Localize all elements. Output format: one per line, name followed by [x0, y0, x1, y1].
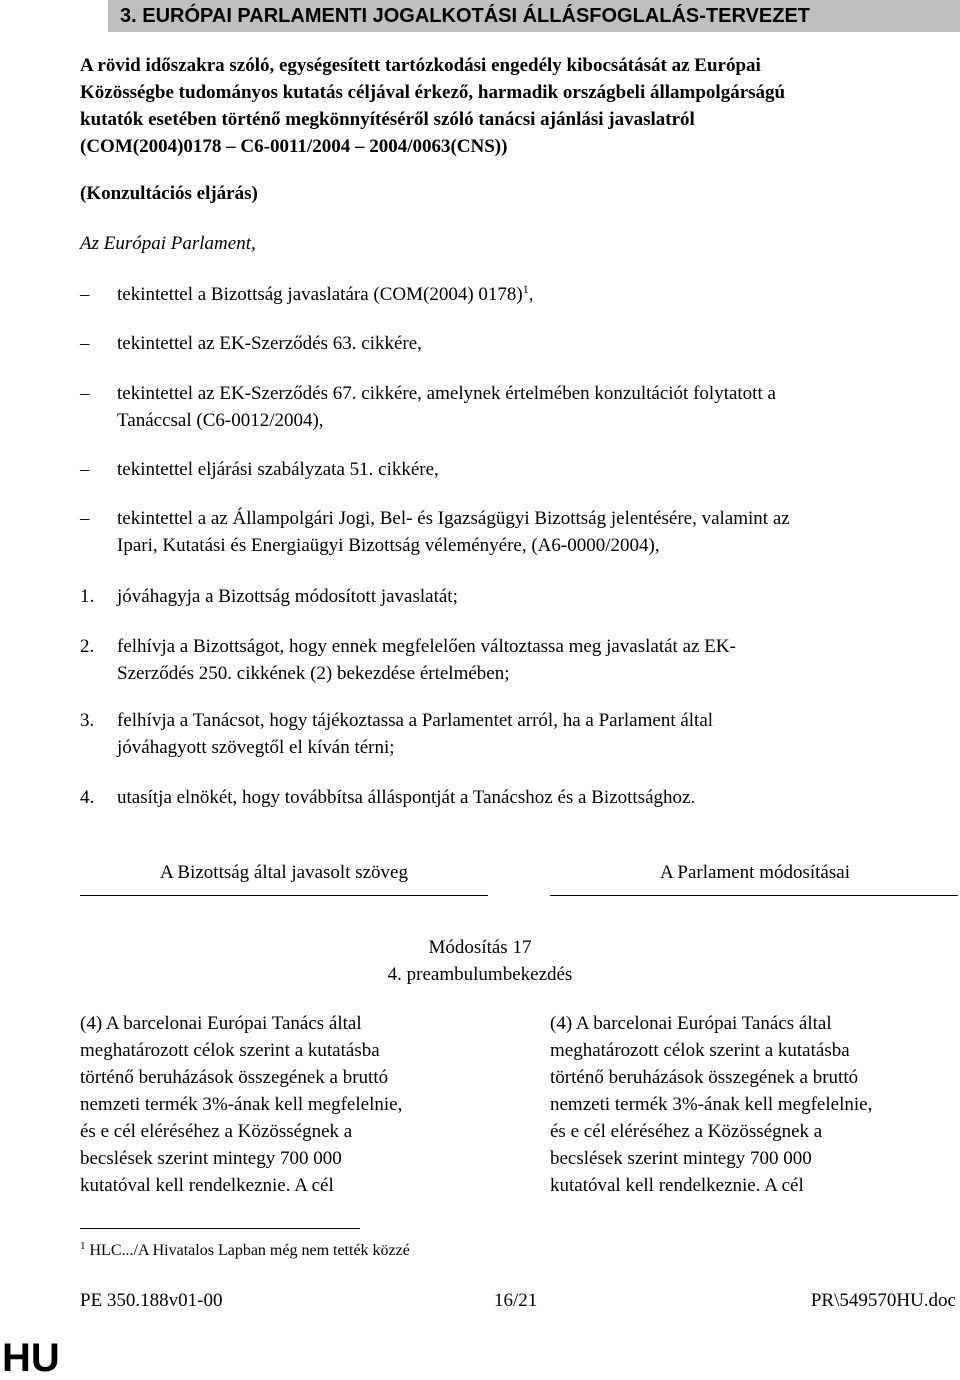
parliament-label: Az Európai Parlament, [80, 233, 256, 254]
footnote-text: HLC.../A Hivatalos Lapban még nem tették közzé [85, 1242, 410, 1259]
text-line: nemzeti termék 3%-ának kell megfelelnie, [550, 1094, 873, 1115]
text-line: meghatározott célok szerint a kutatásba [80, 1040, 380, 1061]
section-heading: 3. EURÓPAI PARLAMENTI JOGALKOTÁSI ÁLLÁSFOGLALÁS-TERVEZET [108, 0, 960, 32]
dash-bullet: – [80, 284, 90, 305]
text-line: történő beruházások összegének a bruttó [550, 1067, 859, 1088]
footer-doc-ref: PE 350.188v01-00 [80, 1290, 223, 1311]
footer-file-name: PR\549570HU.doc [810, 1290, 956, 1311]
footnote-ref[interactable]: 1 [522, 282, 529, 296]
text-line: (4) A barcelonai Európai Tanács által [80, 1013, 362, 1034]
parliament-text [550, 1010, 955, 1199]
column-rule [80, 895, 488, 896]
point-text: utasítja elnökét, hogy továbbítsa álláspontját a Tanácshoz és a Bizottsághoz. [117, 787, 696, 808]
dash-bullet: – [80, 508, 90, 529]
citation-text: Ipari, Kutatási és Energiaügyi Bizottság véleményére, (A6-0000/2004), [117, 535, 660, 556]
commission-text [80, 1010, 500, 1199]
point-number: 4. [80, 787, 95, 808]
title-line: (COM(2004)0178 – C6-0011/2004 – 2004/0063(CNS)) [80, 136, 508, 157]
citation-text: tekintettel az EK-Szerződés 63. cikkére, [117, 333, 422, 354]
point-text: jóváhagyja a Bizottság módosított javaslatát; [117, 586, 458, 607]
text-line: (4) A barcelonai Európai Tanács által [550, 1013, 832, 1034]
footnote-marker: 1 [80, 1240, 86, 1252]
text-line: meghatározott célok szerint a kutatásba [550, 1040, 850, 1061]
footnote [80, 1240, 410, 1262]
footnote-separator [80, 1228, 360, 1229]
citation-text: Tanáccsal (C6-0012/2004), [117, 410, 324, 431]
amendment-label [80, 934, 880, 988]
parliament-amendments-header: A Parlament módosításai [660, 862, 850, 883]
point-text: felhívja a Bizottságot, hogy ennek megfelelően változtassa meg javaslatát az EK- [117, 636, 736, 657]
text-line: kutatóval kell rendelkeznie. A cél [80, 1175, 334, 1196]
text-line: becslések szerint mintegy 700 000 [550, 1148, 812, 1169]
text-line: történő beruházások összegének a bruttó [80, 1067, 389, 1088]
document-title [80, 52, 950, 160]
procedure-label: (Konzultációs eljárás) [80, 183, 258, 204]
amendment-number: Módosítás 17 [428, 937, 532, 958]
point-text: felhívja a Tanácsot, hogy tájékoztassa a Parlamentet arról, ha a Parlament által [117, 710, 714, 731]
text-line: becslések szerint mintegy 700 000 [80, 1148, 342, 1169]
citation-text: tekintettel az EK-Szerződés 67. cikkére, amelynek értelmében konzultációt folytatott a [117, 383, 776, 404]
dash-bullet: – [80, 459, 90, 480]
point-number: 2. [80, 636, 95, 657]
amendment-target: 4. preambulumbekezdés [387, 964, 573, 985]
point-number: 1. [80, 586, 95, 607]
point-number: 3. [80, 710, 95, 731]
commission-text-header: A Bizottság által javasolt szöveg [159, 862, 408, 883]
text-line: kutatóval kell rendelkeznie. A cél [550, 1175, 804, 1196]
title-line: kutatók esetében történő megkönnyítéséről szóló tanácsi ajánlási javaslatról [80, 109, 695, 130]
text-line: és e cél eléréséhez a Közösségnek a [550, 1121, 823, 1142]
citation-text: tekintettel a az Állampolgári Jogi, Bel- és Igazságügyi Bizottság jelentésére, valamint az [117, 508, 790, 529]
point-text: jóváhagyott szövegtől el kíván térni; [117, 737, 395, 758]
dash-bullet: – [80, 333, 90, 354]
title-line: Közösségbe tudományos kutatás céljával érkező, harmadik országbeli állampolgárságú [80, 82, 786, 103]
column-rule [550, 895, 958, 896]
dash-bullet: – [80, 383, 90, 404]
citation-tail: , [528, 284, 534, 305]
citation-text: tekintettel a Bizottság javaslatára (COM(2004) 0178) [117, 284, 523, 305]
text-line: nemzeti termék 3%-ának kell megfelelnie, [80, 1094, 403, 1115]
title-line: A rövid időszakra szóló, egységesített tartózkodási engedély kibocsátását az Európai [80, 55, 761, 76]
citation-text: tekintettel eljárási szabályzata 51. cikkére, [117, 459, 439, 480]
footer-page-number: 16/21 [494, 1290, 538, 1311]
point-text: Szerződés 250. cikkének (2) bekezdése értelmében; [117, 663, 510, 684]
language-code: HU [2, 1336, 60, 1380]
text-line: és e cél eléréséhez a Közösségnek a [80, 1121, 353, 1142]
